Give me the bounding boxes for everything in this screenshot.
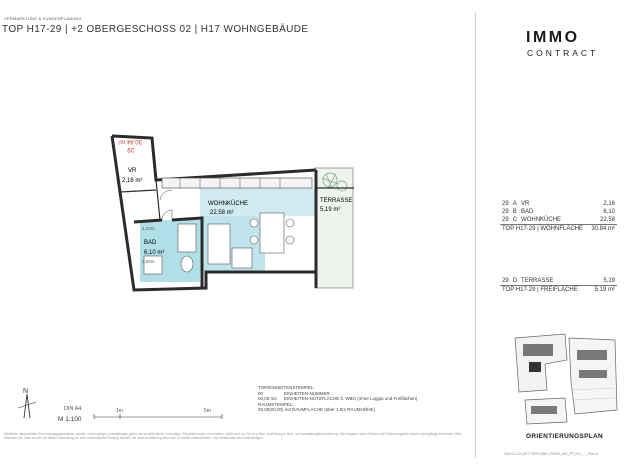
logo-main: IMMO — [526, 29, 580, 46]
scale-bar — [92, 405, 224, 421]
scale-tick-1m: 1m — [116, 408, 123, 414]
header-subtitle: VERMARKTUNG & KUNDENPLANUNG — [4, 16, 82, 21]
disclaimer: Sämtliche dargestellten Einrichtungsgegenstände, sanitär- und sonstigen Ausstattungen gelten als unverbindliche Vorschläge. Planänderungen vorbehalten. Maße sind vor Ort zu prüfen. Ausführung lt. Bau- und Ausstattungsbeschreibung. Alle Angaben ohne Gewähr, die Flächenangaben können geringfügig abweichen. Bitte beachten Sie, dass es sich bei dieser Darstellung um eine schematische Planung handelt; die finale Ausführung kann sich in Details unterscheiden. Kein Bestandteil des Kaufvertrages. — [4, 432, 462, 441]
table-total-row: TOP H17-29 | WOHNFLÄCHE 30,84 m² — [502, 226, 616, 232]
table-row: 29 C WOHNKÜCHE 22,58 — [502, 217, 616, 223]
door-swings — [160, 190, 172, 220]
north-label: N — [23, 388, 29, 395]
scale-tick-5m: 5m — [204, 408, 211, 414]
bath-dim-2: 2,50m — [142, 259, 155, 264]
room-area-kitchen: 22,58 m² — [210, 210, 234, 216]
room-label-bath: BAD — [144, 240, 157, 246]
raumstempel-title: RAUMSTEMPEL: — [258, 401, 294, 407]
stempel-title: TOP/EINHEITENSTEMPEL: — [258, 385, 315, 390]
outdoor-area-table — [500, 277, 617, 294]
svg-text:30,84 m²: 30,84 m² — [118, 138, 142, 144]
unit-marker — [529, 362, 541, 372]
room-label-vr: VR — [128, 168, 137, 174]
table-total-row: TOP H17-29 | FREIFLÄCHE 5,19 m² — [502, 287, 616, 293]
stempel-legend: TOP/EINHEITENSTEMPEL: 00 EINHEITEN-NUMMER 00,00 m2 EINHEITEN-NUTZFLÄCHE lt. WBO (ohne Loggia und Freiflächen) RAUMSTEMPEL: 00,00(00,00) m2RAUMFLÄCHE (über 1,5m RAUMHÖHE) — [258, 385, 418, 412]
room-area-vr: 2,16 m² — [122, 178, 143, 184]
table-row: 29 B BAD 6,10 — [502, 209, 616, 215]
logo-sub: CONTRACT — [527, 48, 599, 58]
floor-plan — [100, 128, 370, 303]
room-area-terrace: 5,19 m² — [320, 207, 341, 213]
room-area-bath: 6,10 m² — [144, 250, 165, 256]
room-label-terrace: TERRASSE — [320, 198, 353, 204]
unit-stamp — [118, 138, 142, 152]
kitchen-counter — [162, 178, 312, 188]
orientation-map — [505, 330, 623, 426]
indoor-area-table — [500, 200, 617, 233]
scale-ratio: M 1:100 — [58, 416, 82, 423]
divider — [475, 12, 476, 458]
orientation-label: ORIENTIERUNGSPLAN — [526, 433, 603, 440]
paper-format: DIN A4 — [64, 406, 82, 412]
table-row: 29 A VR 2,16 — [502, 201, 616, 207]
page-title: TOP H17-29 | +2 OBERGESCHOSS 02 | H17 WOHNGEBÄUDE — [2, 24, 309, 35]
bath-dim-1: 2,10m — [142, 226, 155, 231]
footer-info: 2024-01-13 | 007 TOPPLÄNE | PARIS_A00_PP_H17_..._Vers.A — [504, 452, 598, 456]
north-arrow-icon — [12, 386, 42, 422]
table-row: 29 D TERRASSE 5,19 — [502, 278, 616, 284]
svg-text:29: 29 — [127, 146, 134, 152]
room-label-kitchen: WOHNKÜCHE — [208, 201, 248, 207]
